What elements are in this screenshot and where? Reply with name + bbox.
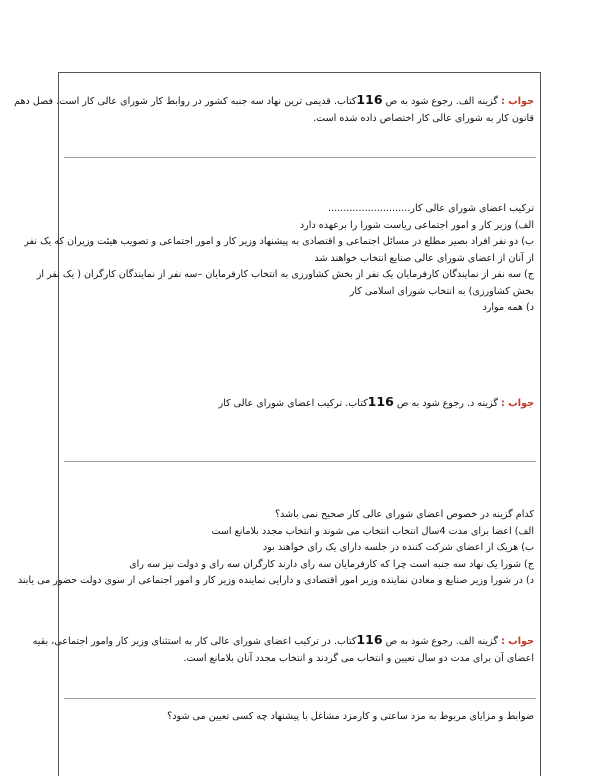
page-frame <box>14 72 541 776</box>
separator <box>64 698 536 699</box>
option-a: الف) وزیر کار و امور اجتماعی ریاست شورا را برعهده دارد <box>299 219 534 231</box>
option-b-cont: از آنان از اعضای شورای عالی صنایع انتخاب خواهند شد <box>314 252 534 264</box>
option-c: ج) شورا یک نهاد سه جنبه است چرا که کارفرمایان سه رای دارند کارگران سه رای و دولت نیز سه رای <box>129 558 534 570</box>
answer-label: جواب : <box>500 636 534 647</box>
question-3 <box>66 709 534 726</box>
option-c: ج) سه نفر از نمایندگان کارفرمایان یک نفر از بخش کشاورزی به انتخاب کارفرمایان –سه نفر از نمایندگان کارگران ( یک نفر از <box>36 269 534 280</box>
answer-3: جواب : گزینه الف. رجوع شود به ص 116کتاب. در ترکیب اعضای شورای عالی کار به استثنای وزیر کار وامور اجتماعی، بقیه اعضای آن برای مدت دو سال تعیین و انتخاب می گردند و انتخاب مجدد آنان بلامانع است. <box>32 632 534 664</box>
option-b: ب) دو نفر افراد بصیر مطلع در مسائل اجتماعی و اقتصادی به پیشنهاد وزیر کار و امور اجتماعی و تصویب هیئت وزیران که یک نفر <box>24 236 534 247</box>
answer-label: جواب : <box>500 398 534 409</box>
separator <box>64 157 536 158</box>
page-number: 116 <box>356 92 383 107</box>
option-c-cont: بخش کشاورزی) به انتخاب شورای اسلامی کار <box>349 285 534 297</box>
option-b: ب) هریک از اعضای شرکت کننده در جلسه دارای یک رای خواهند بود <box>262 542 534 553</box>
question-title: کدام گزینه در خصوص اعضای شورای عالی کار صحیح نمی باشد؟ <box>274 509 534 520</box>
option-d: د) در شورا وزیر صنایع و معادن نماینده وزیر امور اقتصادی و دارایی نماینده وزیر کار و امور اجتماعی از سوی دولت حضور می یابند <box>17 575 534 586</box>
question-2 <box>17 507 534 590</box>
question-title: ترکیب اعضای شورای عالی کار........................... <box>327 203 534 214</box>
answer-label: جواب : <box>500 96 534 107</box>
page-number: 116 <box>356 632 383 647</box>
question-1 <box>24 201 534 317</box>
separator <box>64 461 536 462</box>
question-title: ضوابط و مزایای مربوط به مزد ساعتی و کارمزد مشاغل با پیشنهاد چه کسی تعیین می شود؟ <box>167 711 534 722</box>
page-number: 116 <box>367 394 394 409</box>
option-d: د) همه موارد <box>482 302 534 313</box>
answer-1: جواب : گزینه الف. رجوع شود به ص 116کتاب. قدیمی ترین نهاد سه جنبه کشور در روابط کار شورای عالی کار است. فصل دهم قانون کار به شورای عالی کار اختصاص داده شده است. <box>14 92 534 124</box>
answer-2: جواب : گزینه د. رجوع شود به ص 116کتاب. ترکیب اعضای شورای عالی کار <box>218 394 534 409</box>
option-a: الف) اعضا برای مدت 4سال انتخاب انتخاب می شوند و انتخاب مجدد بلامانع است <box>211 525 534 537</box>
